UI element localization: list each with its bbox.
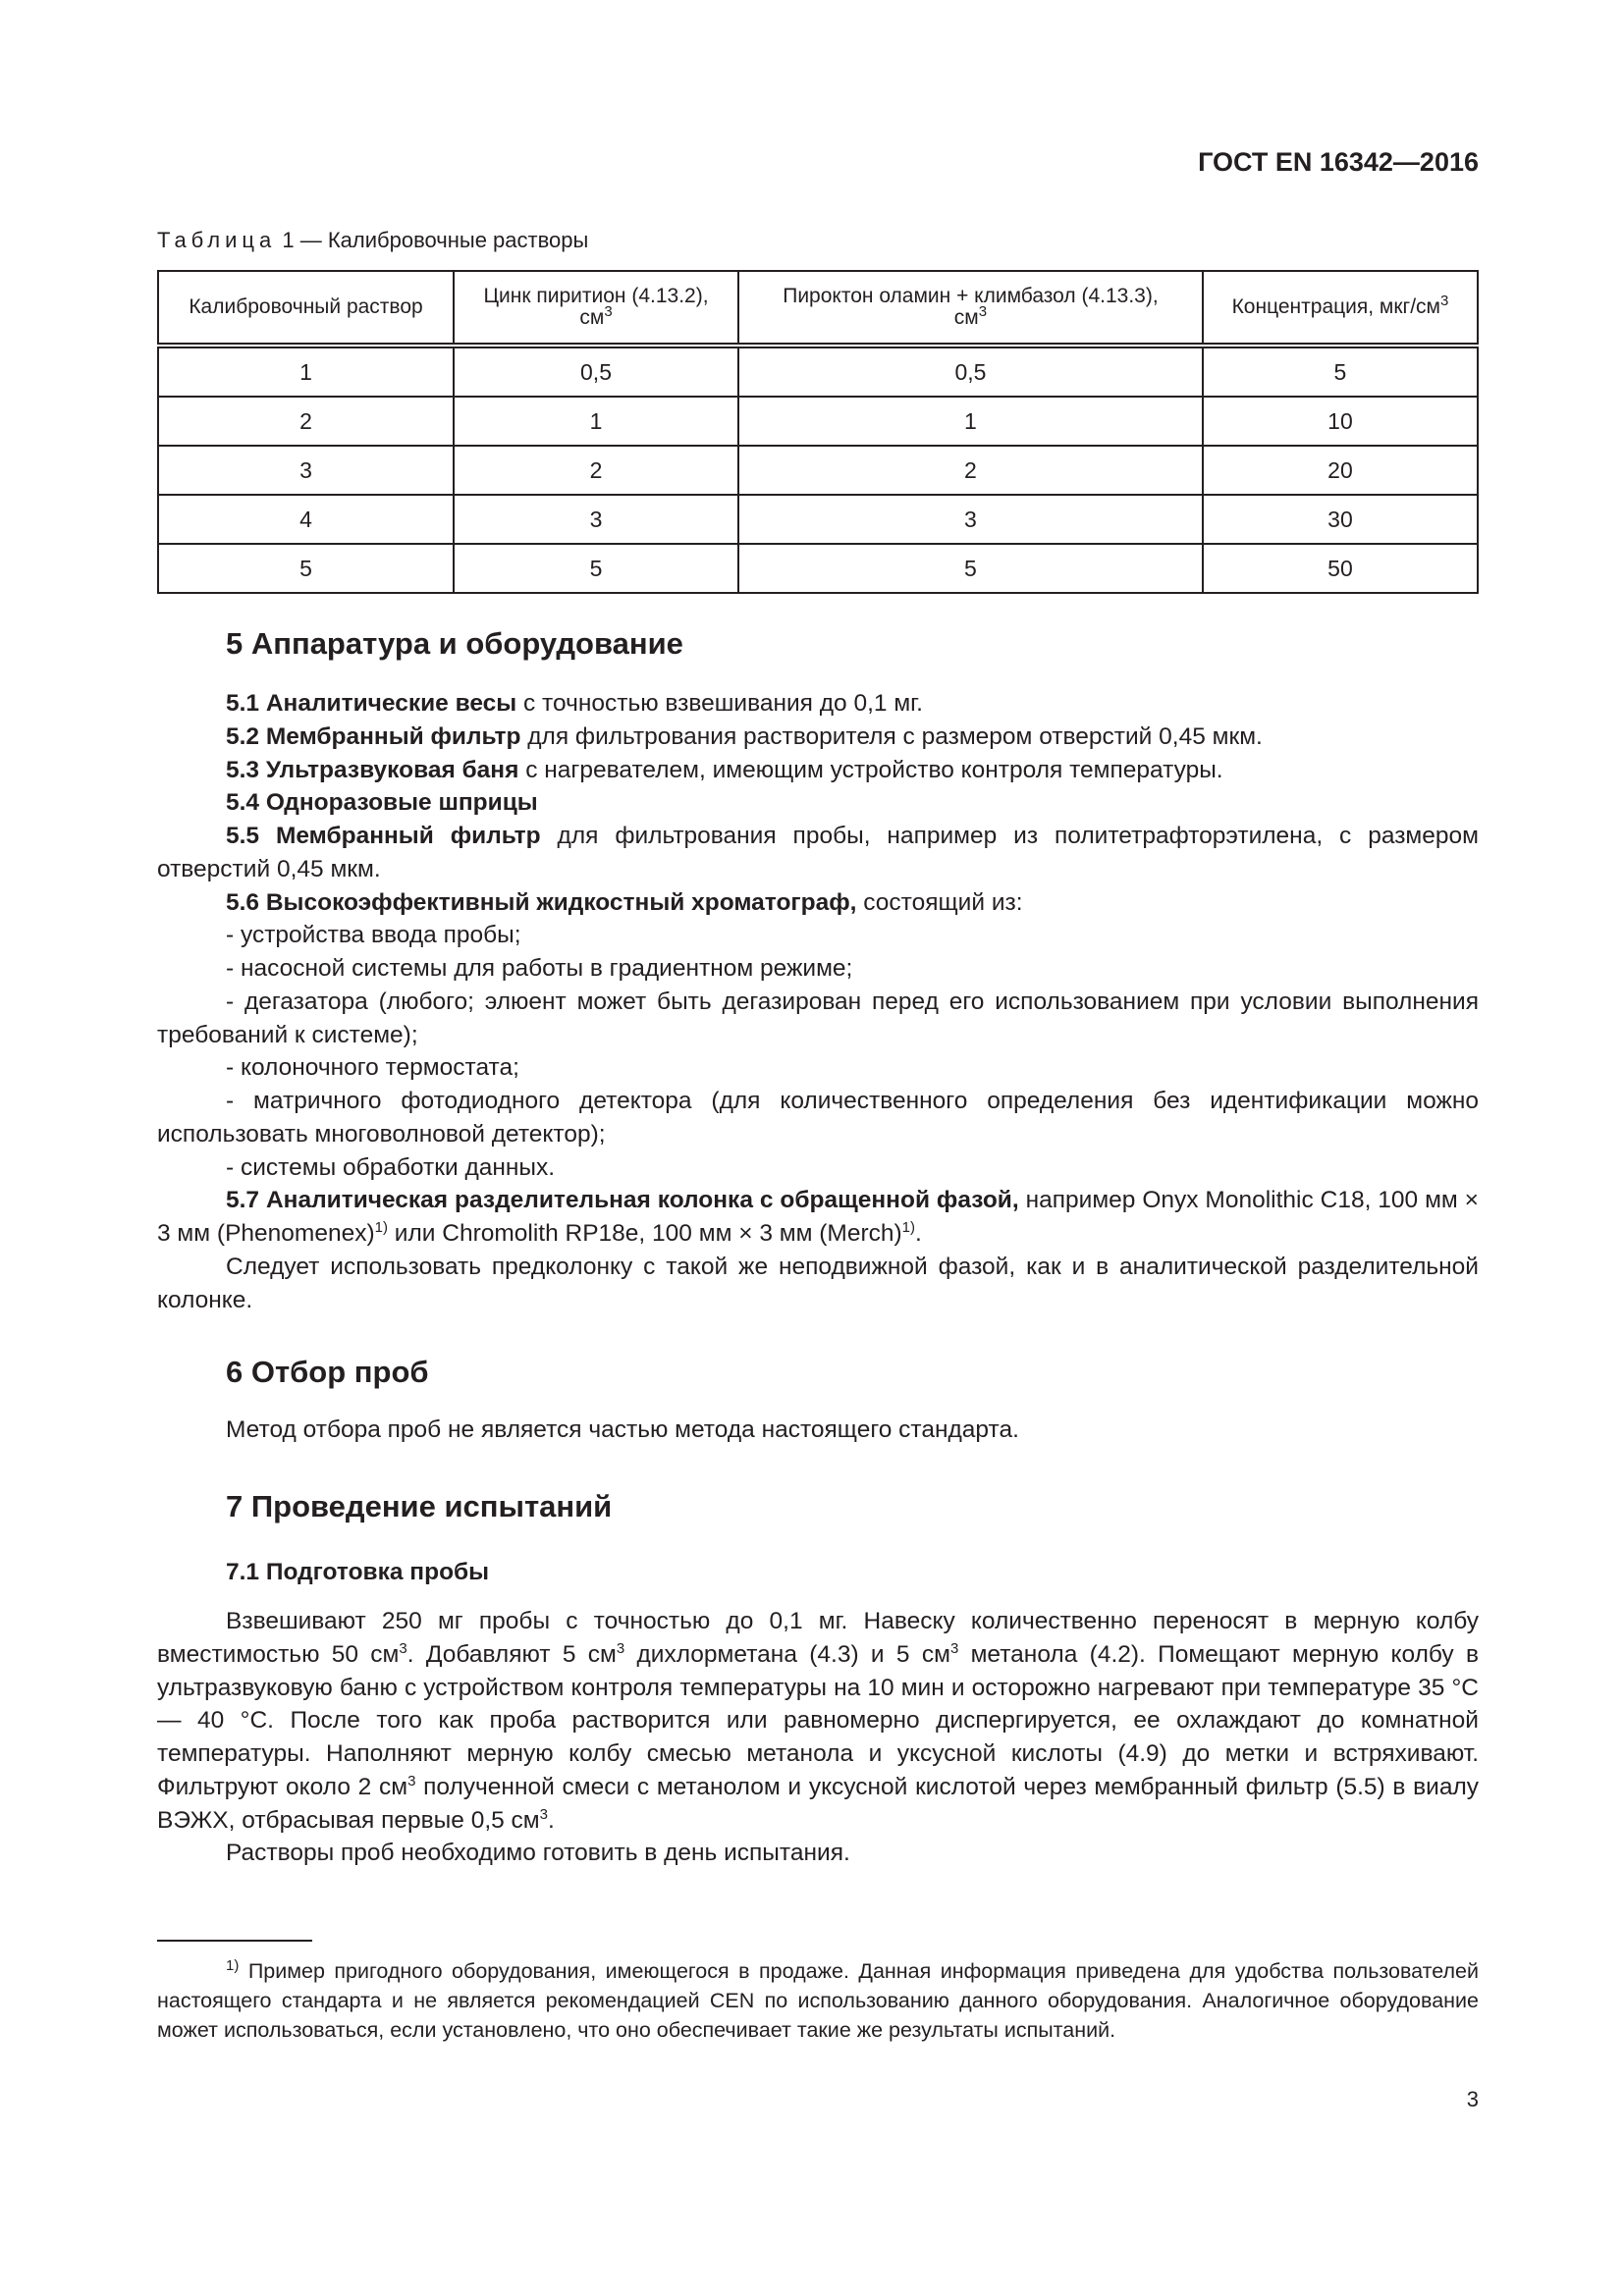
table-cell: 1 xyxy=(738,397,1203,446)
paragraph xyxy=(157,1085,1479,1151)
text-run: Концентрация, мкг/см xyxy=(1231,295,1440,318)
text-run: для фильтрования пробы, например из политетрафторэтилена, с размером отверстий 0,45 мкм. xyxy=(157,823,1479,882)
superscript: 1) xyxy=(901,1218,915,1236)
text-run: - матричного фотодиодного детектора (для количественного определения без идентификации можно использовать многоволновой детектор); xyxy=(157,1088,1479,1148)
text-run: состоящий из: xyxy=(856,888,1023,916)
paragraph xyxy=(157,1605,1479,1837)
superscript: 3 xyxy=(604,303,613,320)
paragraph xyxy=(157,1051,1479,1085)
text-run: Пример пригодного оборудования, имеющегося в продаже. Данная информация приведена для удобства пользователей настоящего стандарта и не является рекомендацией CEN по использованию данного оборудования. Аналогичное оборудование может использоваться, если установлено, что оно обеспечивает такие же результаты испытаний. xyxy=(157,1959,1479,2042)
text-run: Растворы проб необходимо готовить в день испытания. xyxy=(226,1840,850,1867)
table-cell: 5 xyxy=(454,544,738,593)
table-header-row xyxy=(158,271,1478,346)
section-7-1-heading: 7.1 Подготовка пробы xyxy=(226,1559,490,1585)
text-run: . Добавляют 5 см xyxy=(406,1640,617,1668)
table-caption xyxy=(157,228,588,253)
calibration-table xyxy=(157,270,1479,594)
text-run: - системы обработки данных. xyxy=(226,1153,556,1181)
text-run: Метод отбора проб не является частью метода настоящего стандарта. xyxy=(226,1416,1019,1443)
paragraph xyxy=(157,1251,1479,1317)
text-run: для фильтрования растворителя с размером отверстий 0,45 мкм. xyxy=(520,722,1263,750)
table-cell: 1 xyxy=(454,397,738,446)
bold-term: 5.4 Одноразовые шприцы xyxy=(226,789,538,817)
text-run: см xyxy=(579,306,605,329)
paragraph xyxy=(157,919,1479,952)
paragraph xyxy=(157,986,1479,1052)
superscript: 3 xyxy=(978,303,988,320)
table-cell: 20 xyxy=(1203,446,1478,495)
table-cell: 5 xyxy=(1203,346,1478,397)
paragraph xyxy=(157,1184,1479,1251)
text-run: - дегазатора (любого; элюент может быть дегазирован перед его использованием при условии выполнения требований к системе); xyxy=(157,988,1479,1048)
document-id-header: ГОСТ EN 16342—2016 xyxy=(1198,147,1479,177)
page-number: 3 xyxy=(1466,2087,1479,2111)
bold-term: 5.7 Аналитическая разделительная колонка с обращенной фазой, xyxy=(226,1187,1019,1214)
table-cell: 2 xyxy=(454,446,738,495)
table-cell: 3 xyxy=(738,495,1203,544)
text-run: например Onyx Monolithic C18, 100 мм × 3 мм (Phenomenex) xyxy=(157,1187,1479,1247)
section-5-heading: 5 Аппаратура и оборудование xyxy=(226,626,683,661)
superscript: 3 xyxy=(949,1639,959,1657)
column-header xyxy=(454,271,738,346)
text-run: - колоночного термостата; xyxy=(226,1054,519,1082)
section-6-body xyxy=(157,1414,1479,1447)
table-cell: 50 xyxy=(1203,544,1478,593)
paragraph xyxy=(157,886,1479,920)
column-header xyxy=(158,271,454,346)
table-row xyxy=(158,495,1478,544)
paragraph xyxy=(157,1956,1479,2045)
table-row xyxy=(158,346,1478,397)
table-cell: 10 xyxy=(1203,397,1478,446)
text-run: Пироктон оламин + климбазол (4.13.3), xyxy=(783,285,1159,307)
paragraph xyxy=(157,687,1479,721)
text-run: метанола (4.2). Помещают мерную колбу в ультразвуковую баню с устройством контроля температуры на 10 мин и осторожно нагревают при температуре 35 °С — 40 °С. После того как проба растворится или равномерно диспергируется, ее охлаждают до комнатной температуры. Наполняют мерную колбу смесью метанола и уксусной кислоты (4.9) до метки и встряхивают. Фильтруют около 2 см xyxy=(157,1640,1479,1800)
column-header xyxy=(1203,271,1478,346)
text-run: с точностью взвешивания до 0,1 мг. xyxy=(516,690,923,717)
superscript: 3 xyxy=(407,1772,416,1789)
section-6-heading: 6 Отбор проб xyxy=(226,1355,429,1389)
text-run: Взвешивают 250 мг пробы с точностью до 0,1 мг. Навеску количественно переносят в мерную колбу вместимостью 50 см xyxy=(157,1608,1479,1668)
table-cell: 30 xyxy=(1203,495,1478,544)
paragraph xyxy=(157,754,1479,787)
text-run: или Chromolith RP18e, 100 мм × 3 мм (Merch) xyxy=(387,1220,902,1247)
section-5-body xyxy=(157,687,1479,1316)
text-run: Следует использовать предколонку с такой же неподвижной фазой, как и в аналитической разделительной колонке. xyxy=(157,1253,1479,1313)
table-cell: 5 xyxy=(158,544,454,593)
bold-term: 5.1 Аналитические весы xyxy=(226,690,517,717)
table-cell: 2 xyxy=(738,446,1203,495)
table-row xyxy=(158,446,1478,495)
table-row xyxy=(158,397,1478,446)
footnotes xyxy=(157,1956,1479,2045)
text-run: см xyxy=(953,306,979,329)
table-caption-text: 1 — Калибровочные растворы xyxy=(276,228,589,252)
superscript: 3 xyxy=(539,1805,548,1823)
text-run: с нагревателем, имеющим устройство контроля температуры. xyxy=(518,756,1223,783)
text-run: полученной смеси с метанолом и уксусной кислотой через мембранный фильтр (5.5) в виалу ВЭЖХ, отбрасывая первые 0,5 см xyxy=(157,1773,1479,1834)
paragraph xyxy=(157,721,1479,754)
table-cell: 4 xyxy=(158,495,454,544)
table-cell: 3 xyxy=(158,446,454,495)
bold-term: 5.5 Мембранный фильтр xyxy=(226,823,541,849)
bold-term: 5.6 Высокоэффективный жидкостный хроматограф, xyxy=(226,888,857,916)
superscript: 1) xyxy=(226,1956,240,1974)
column-header xyxy=(738,271,1203,346)
text-run: Цинк пиритион (4.13.2), xyxy=(483,285,709,307)
table-row xyxy=(158,544,1478,593)
superscript: 3 xyxy=(616,1639,625,1657)
paragraph xyxy=(157,952,1479,986)
table-caption-label: Таблица xyxy=(157,228,277,252)
paragraph xyxy=(157,1837,1479,1870)
text-run: . xyxy=(548,1806,555,1834)
table-cell: 1 xyxy=(158,346,454,397)
text-run: . xyxy=(915,1220,922,1247)
superscript: 3 xyxy=(1439,293,1449,309)
superscript: 3 xyxy=(399,1639,407,1657)
section-7-heading: 7 Проведение испытаний xyxy=(226,1489,613,1523)
paragraph xyxy=(157,1414,1479,1447)
text-run: Калибровочный раствор xyxy=(189,295,423,318)
text-run: - насосной системы для работы в градиентном режиме; xyxy=(226,955,853,982)
bold-term: 5.2 Мембранный фильтр xyxy=(226,722,521,750)
bold-term: 5.3 Ультразвуковая баня xyxy=(226,756,519,783)
section-7-1-body xyxy=(157,1605,1479,1870)
table-cell: 3 xyxy=(454,495,738,544)
table-cell: 2 xyxy=(158,397,454,446)
table-cell: 0,5 xyxy=(454,346,738,397)
table-cell: 5 xyxy=(738,544,1203,593)
paragraph xyxy=(157,786,1479,820)
superscript: 1) xyxy=(374,1218,388,1236)
footnote-separator xyxy=(157,1940,312,1942)
text-run: дихлорметана (4.3) и 5 см xyxy=(624,1640,950,1668)
table-body xyxy=(158,346,1478,593)
paragraph xyxy=(157,1151,1479,1185)
text-run: - устройства ввода пробы; xyxy=(226,922,521,949)
table-cell: 0,5 xyxy=(738,346,1203,397)
paragraph xyxy=(157,820,1479,886)
